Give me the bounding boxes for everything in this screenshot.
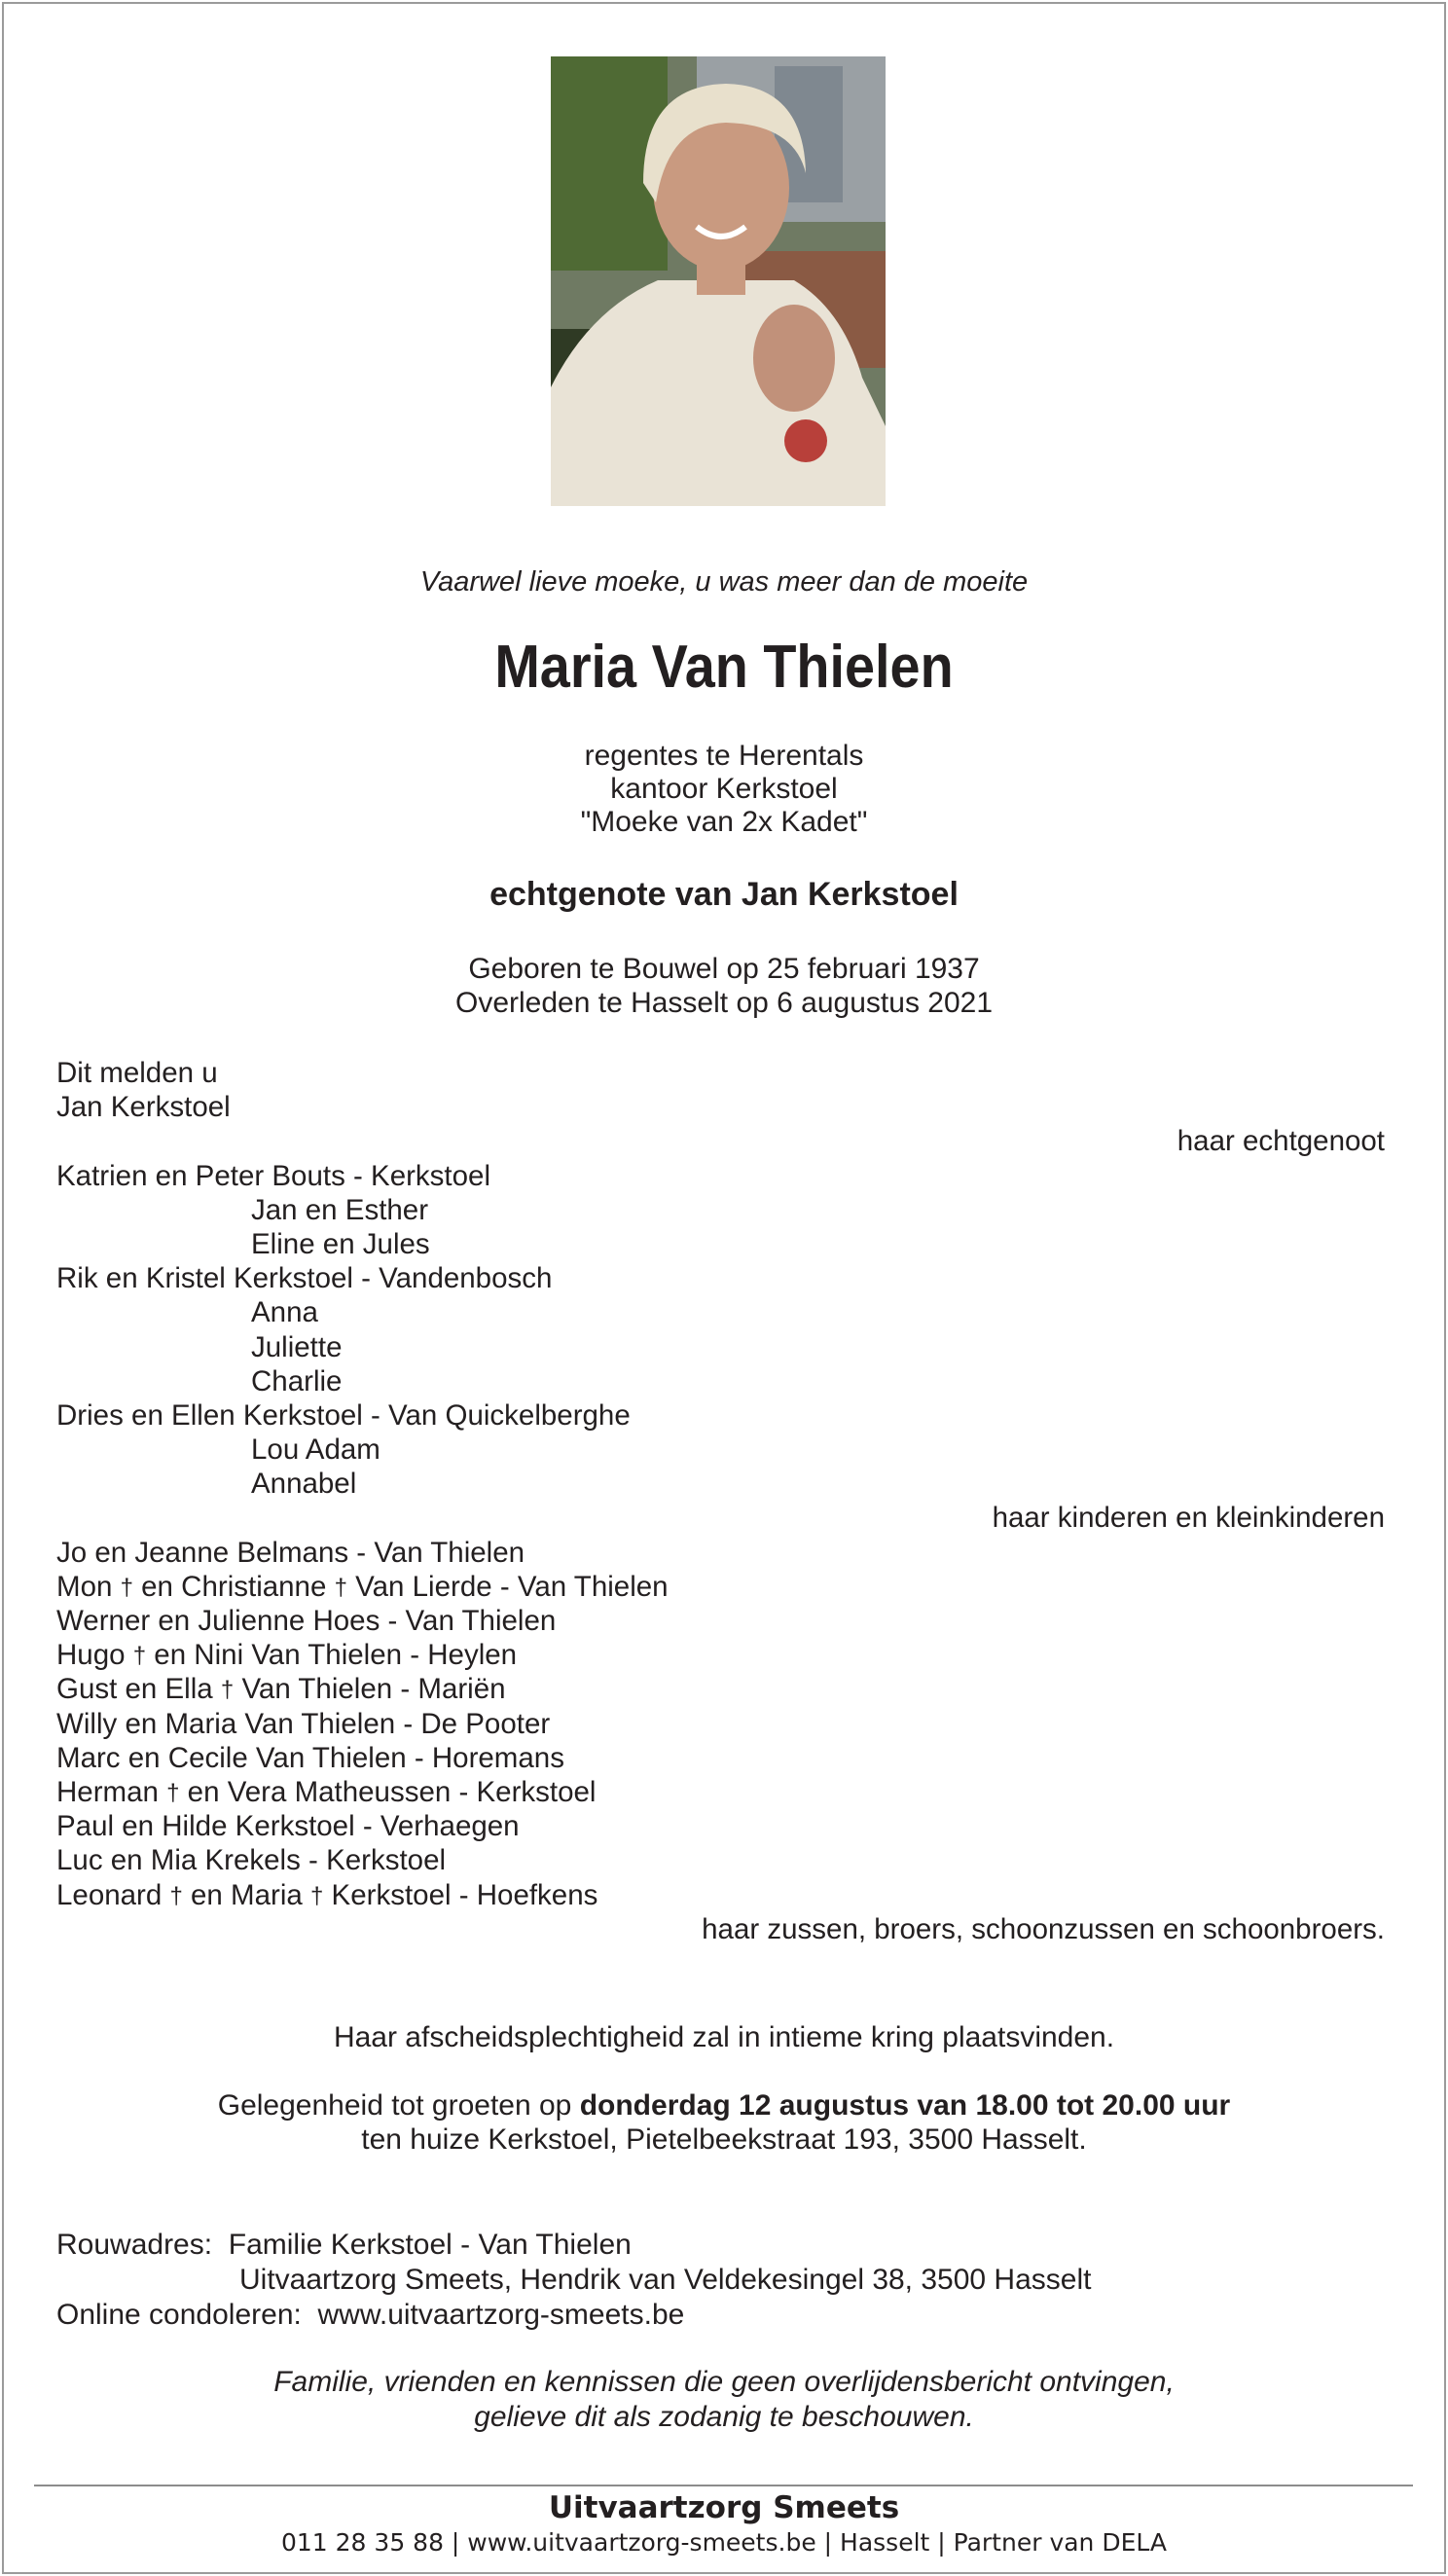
footer-company: Uitvaartzorg Smeets bbox=[548, 2490, 900, 2525]
deceased-cross-icon: † bbox=[310, 1882, 324, 1909]
sibling-line: Marc en Cecile Van Thielen - Horemans bbox=[56, 1741, 564, 1774]
visit-block bbox=[0, 2088, 1448, 2157]
sibling-line: Mon † en Christianne † Van Lierde - Van Thielen bbox=[56, 1570, 669, 1603]
children-relation: haar kinderen en kleinkinderen bbox=[992, 1502, 1385, 1535]
child-couple: Dries en Ellen Kerkstoel - Van Quickelberghe bbox=[56, 1398, 631, 1432]
note-line: gelieve dit als zodanig te beschouwen. bbox=[474, 2401, 974, 2433]
address-line1: Familie Kerkstoel - Van Thielen bbox=[228, 2229, 632, 2261]
sibling-line: Willy en Maria Van Thielen - De Pooter bbox=[56, 1707, 551, 1740]
sibling-line: Hugo † en Nini Van Thielen - Heylen bbox=[56, 1639, 518, 1672]
deceased-cross-icon: † bbox=[220, 1677, 235, 1704]
death-line: Overleden te Hasselt op 6 augustus 2021 bbox=[454, 987, 994, 1019]
dates-block bbox=[0, 952, 1448, 1020]
deceased-cross-icon: † bbox=[169, 1882, 183, 1909]
intro-line: Dit melden u bbox=[56, 1057, 218, 1089]
role-line: regentes te Herentals bbox=[584, 740, 864, 772]
deceased-cross-icon: † bbox=[120, 1574, 133, 1601]
grandchild: Jan en Esther bbox=[251, 1193, 429, 1226]
footer-divider bbox=[34, 2485, 1413, 2486]
spouse-relation: haar echtgenoot bbox=[1176, 1125, 1385, 1158]
address-line2: Uitvaartzorg Smeets, Hendrik van Veldekesingel 38, 3500 Hasselt bbox=[239, 2264, 1092, 2296]
address-line bbox=[56, 2228, 1091, 2263]
role-line: kantoor Kerkstoel bbox=[610, 773, 838, 805]
address-label: Rouwadres: bbox=[56, 2229, 213, 2261]
sibling-line: Leonard † en Maria † Kerkstoel - Hoefkens bbox=[56, 1878, 598, 1911]
motto: Vaarwel lieve moeke, u was meer dan de moeite bbox=[419, 566, 1029, 598]
grandchild: Lou Adam bbox=[251, 1433, 380, 1467]
sibling-line: Jo en Jeanne Belmans - Van Thielen bbox=[56, 1536, 525, 1569]
deceased-cross-icon: † bbox=[132, 1643, 147, 1670]
sibling-line: Luc en Mia Krekels - Kerkstoel bbox=[56, 1844, 447, 1877]
sibling-line: Paul en Hilde Kerkstoel - Verhaegen bbox=[56, 1810, 520, 1843]
note-line: Familie, vrienden en kennissen die geen overlijdensbericht ontvingen, bbox=[273, 2366, 1175, 2398]
deceased-name: Maria Van Thielen bbox=[494, 634, 954, 701]
child-couple: Katrien en Peter Bouts - Kerkstoel bbox=[56, 1159, 491, 1192]
birth-line: Geboren te Bouwel op 25 februari 1937 bbox=[468, 953, 980, 985]
notice-note bbox=[0, 2365, 1448, 2435]
grandchild: Annabel bbox=[251, 1468, 357, 1501]
condolence-label: Online condoleren: bbox=[56, 2299, 302, 2331]
roles-block bbox=[0, 740, 1448, 839]
farewell-text: Haar afscheidsplechtigheid zal in intieme kring plaatsvinden. bbox=[333, 2021, 1115, 2053]
sibling-line: Herman † en Vera Matheussen - Kerkstoel bbox=[56, 1775, 597, 1808]
deceased-cross-icon: † bbox=[334, 1574, 347, 1601]
portrait-photo bbox=[551, 56, 886, 506]
grandchild: Eline en Jules bbox=[251, 1227, 430, 1260]
footer-info: 011 28 35 88 | www.uitvaartzorg-smeets.be | Hasselt | Partner van DELA bbox=[280, 2528, 1167, 2557]
condolence-link[interactable]: www.uitvaartzorg-smeets.be bbox=[317, 2299, 685, 2331]
visit-time: donderdag 12 augustus van 18.00 tot 20.00 uur bbox=[579, 2089, 1231, 2122]
family-list bbox=[56, 1056, 1385, 1946]
visit-line bbox=[0, 2088, 1448, 2122]
role-line: "Moeke van 2x Kadet" bbox=[580, 806, 868, 838]
contact-block bbox=[56, 2228, 1091, 2333]
sibling-line: Gust en Ella † Van Thielen - Mariën bbox=[56, 1673, 506, 1706]
visit-prefix: Gelegenheid tot groeten op bbox=[217, 2089, 580, 2122]
grandchild: Anna bbox=[251, 1296, 318, 1329]
deceased-cross-icon: † bbox=[166, 1779, 180, 1806]
grandchild: Juliette bbox=[251, 1330, 343, 1363]
sibling-line: Werner en Julienne Hoes - Van Thielen bbox=[56, 1605, 557, 1637]
child-couple: Rik en Kristel Kerkstoel - Vandenbosch bbox=[56, 1262, 553, 1295]
condolence-line bbox=[56, 2298, 1091, 2333]
spouse-title: echtgenote van Jan Kerkstoel bbox=[489, 876, 959, 913]
siblings-relation: haar zussen, broers, schoonzussen en schoonbroers. bbox=[702, 1912, 1385, 1945]
grandchild: Charlie bbox=[251, 1364, 343, 1397]
visit-place: ten huize Kerkstoel, Pietelbeekstraat 193, 3500 Hasselt. bbox=[361, 2123, 1087, 2156]
spouse-name: Jan Kerkstoel bbox=[56, 1091, 231, 1124]
